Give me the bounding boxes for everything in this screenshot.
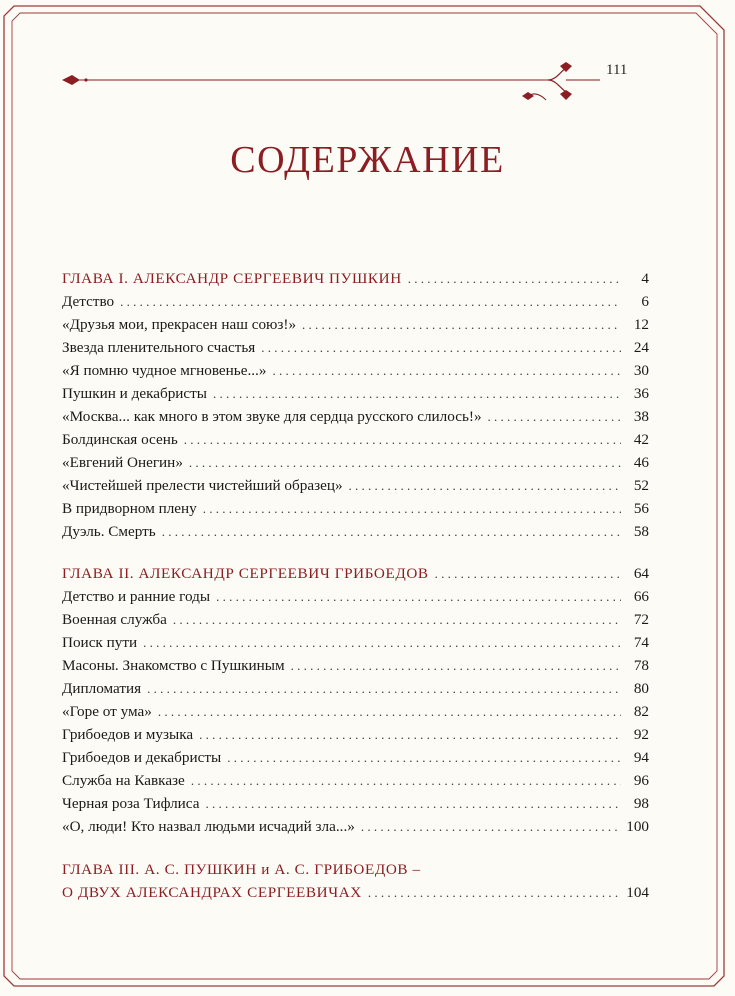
dot-leader	[189, 455, 621, 471]
entry-title: Грибоедов и музыка	[62, 726, 194, 743]
page-ref: 24	[633, 339, 649, 356]
entry-title: Пушкин и декабристы	[62, 385, 208, 402]
dot-leader	[158, 704, 621, 720]
toc-entry[interactable]	[62, 408, 649, 431]
dot-leader	[349, 478, 621, 494]
dot-leader	[191, 773, 621, 789]
toc-chapter-2[interactable]	[62, 565, 649, 588]
toc-entry[interactable]	[62, 500, 649, 523]
entry-title: «Друзья мои, прекрасен наш союз!»	[62, 316, 297, 333]
entry-title: «Москва... как много в этом звуке для сердца русского слилось!»	[62, 408, 482, 425]
page-ref: 56	[633, 500, 649, 517]
toc-entry[interactable]	[62, 477, 649, 500]
dot-leader	[368, 885, 620, 901]
dot-leader	[203, 501, 621, 517]
dot-leader	[408, 271, 621, 287]
chapter-title: ГЛАВА I. АЛЕКСАНДР СЕРГЕЕВИЧ ПУШКИН	[62, 270, 402, 287]
toc-entry[interactable]	[62, 523, 649, 546]
entry-title: Детство и ранние годы	[62, 588, 211, 605]
toc-chapter-1[interactable]	[62, 270, 649, 293]
page-ref: 30	[633, 362, 649, 379]
entry-title: Масоны. Знакомство с Пушкиным	[62, 657, 285, 674]
toc-entry[interactable]	[62, 611, 649, 634]
page-ref: 98	[633, 795, 649, 812]
page-ref: 74	[633, 634, 649, 651]
entry-title: Поиск пути	[62, 634, 138, 651]
toc-entry[interactable]	[62, 634, 649, 657]
toc-entry[interactable]	[62, 316, 649, 339]
toc-entry[interactable]	[62, 726, 649, 749]
dot-leader	[216, 589, 621, 605]
dot-leader	[173, 612, 621, 628]
dot-leader	[120, 294, 621, 310]
dot-leader	[272, 363, 621, 379]
toc-entry[interactable]	[62, 795, 649, 818]
table-of-contents	[62, 270, 649, 907]
dot-leader	[147, 681, 621, 697]
toc-entry[interactable]	[62, 454, 649, 477]
page-ref: 82	[633, 703, 649, 720]
toc-entry[interactable]	[62, 339, 649, 362]
page-ref: 38	[633, 408, 649, 425]
toc-entry[interactable]	[62, 588, 649, 611]
page-ref: 104	[626, 884, 649, 901]
page-title: СОДЕРЖАНИЕ	[230, 139, 505, 181]
dot-leader	[143, 635, 621, 651]
entry-title: «Евгений Онегин»	[62, 454, 183, 471]
page-ref: 92	[633, 726, 649, 743]
toc-entry[interactable]	[62, 657, 649, 680]
dot-leader	[291, 658, 621, 674]
entry-title: Грибоедов и декабристы	[62, 749, 222, 766]
dot-leader	[213, 386, 621, 402]
dot-leader	[361, 819, 620, 835]
page-ref: 42	[633, 431, 649, 448]
entry-title: Черная роза Тифлиса	[62, 795, 200, 812]
entry-title: «О, люди! Кто назвал людьми исчадий зла...»	[62, 818, 355, 835]
page-ref: 78	[633, 657, 649, 674]
toc-entry[interactable]	[62, 680, 649, 703]
toc-entry[interactable]	[62, 772, 649, 795]
dot-leader	[435, 566, 621, 582]
entry-title: Детство	[62, 293, 115, 310]
dot-leader	[302, 317, 621, 333]
toc-entry[interactable]	[62, 385, 649, 408]
dot-leader	[184, 432, 621, 448]
page-ref: 100	[626, 818, 649, 835]
toc-entry[interactable]	[62, 431, 649, 454]
toc-entry[interactable]	[62, 293, 649, 316]
entry-title: Дипломатия	[62, 680, 142, 697]
page-ref: 80	[633, 680, 649, 697]
dot-leader	[261, 340, 621, 356]
dot-leader	[205, 796, 621, 812]
entry-title: Болдинская осень	[62, 431, 178, 448]
page-ref: 64	[633, 565, 649, 582]
toc-entry[interactable]	[62, 749, 649, 772]
entry-title: В придворном плену	[62, 500, 197, 517]
page-ref: 46	[633, 454, 649, 471]
chapter-title-line-2: О ДВУХ АЛЕКСАНДРАХ СЕРГЕЕВИЧАХ	[62, 884, 362, 901]
dot-leader	[227, 750, 621, 766]
chapter-title-line-1: ГЛАВА III. А. С. ПУШКИН и А. С. ГРИБОЕДОВ –	[62, 861, 421, 878]
entry-title: Звезда пленительного счастья	[62, 339, 256, 356]
entry-title: «Чистейшей прелести чистейший образец»	[62, 477, 343, 494]
page-number: 111	[606, 62, 628, 78]
chapter-title: ГЛАВА II. АЛЕКСАНДР СЕРГЕЕВИЧ ГРИБОЕДОВ	[62, 565, 429, 582]
toc-entry[interactable]	[62, 362, 649, 385]
toc-entry[interactable]	[62, 703, 649, 726]
entry-title: Дуэль. Смерть	[62, 523, 156, 540]
entry-title: Служба на Кавказе	[62, 772, 185, 789]
page-ref: 36	[633, 385, 649, 402]
page-ref: 4	[641, 270, 649, 287]
dot-leader	[488, 409, 621, 425]
toc-entry[interactable]	[62, 818, 649, 841]
dot-leader	[199, 727, 621, 743]
page-ref: 12	[633, 316, 649, 333]
page-ref: 96	[633, 772, 649, 789]
dot-leader	[162, 524, 621, 540]
page-ref: 52	[633, 477, 649, 494]
entry-title: «Горе от ума»	[62, 703, 152, 720]
page-ref: 6	[641, 293, 649, 310]
header-ornament	[62, 62, 600, 100]
page-ref: 72	[633, 611, 649, 628]
page-ref: 94	[633, 749, 649, 766]
entry-title: Военная служба	[62, 611, 167, 628]
toc-chapter-3[interactable]	[62, 861, 649, 907]
page-ref: 58	[633, 523, 649, 540]
entry-title: «Я помню чудное мгновенье...»	[62, 362, 267, 379]
page-ref: 66	[633, 588, 649, 605]
